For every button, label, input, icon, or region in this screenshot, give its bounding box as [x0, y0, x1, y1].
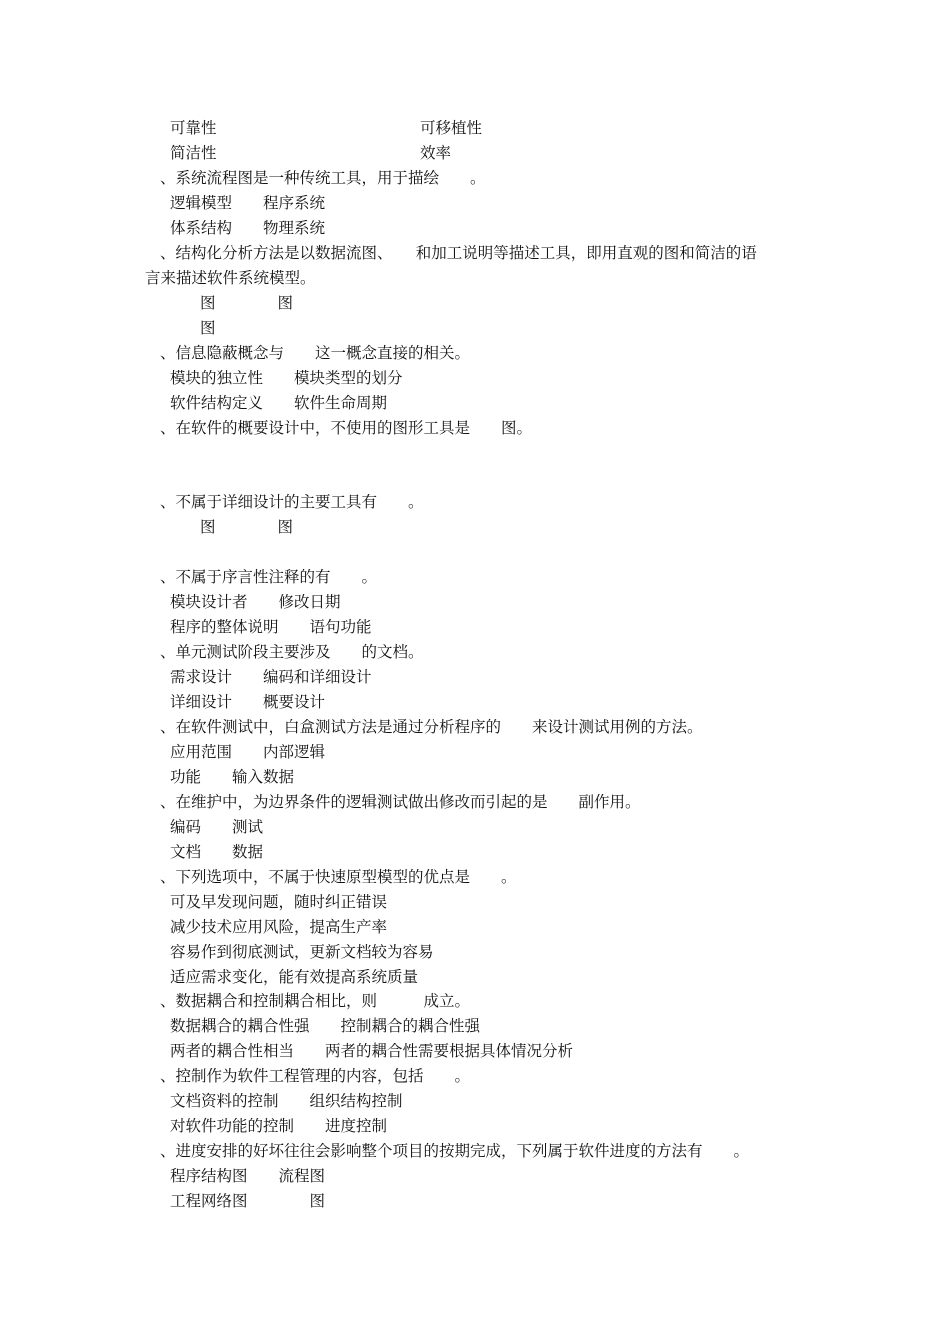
option-text: 容易作到彻底测试，更新文档较为容易 [170, 943, 434, 961]
option-text: 可及早发现问题，随时纠正错误 [170, 893, 388, 911]
option-text: 适应需求变化，能有效提高系统质量 [170, 968, 419, 986]
option-text: 工程网络图 图 [170, 1192, 326, 1210]
option-text: 体系结构 物理系统 [170, 219, 326, 237]
option-text: 功能 输入数据 [170, 768, 295, 786]
option-text: 两者的耦合性相当 两者的耦合性需要根据具体情况分析 [170, 1042, 574, 1060]
option-text: 数据耦合的耦合性强 控制耦合的耦合性强 [170, 1017, 481, 1035]
option-text: 模块的独立性 模块类型的划分 [170, 369, 403, 387]
option-text: 需求设计 编码和详细设计 [170, 668, 372, 686]
option-text: 对软件功能的控制 进度控制 [170, 1117, 388, 1135]
option-text: 软件结构定义 软件生命周期 [170, 394, 388, 412]
option-text: 图 图 [200, 518, 294, 536]
option-text: 应用范围 内部逻辑 [170, 743, 326, 761]
option-text: 程序的整体说明 语句功能 [170, 618, 372, 636]
option-text: 编码 测试 [170, 818, 264, 836]
question-text: 、控制作为软件工程管理的内容，包括 。 [160, 1067, 471, 1085]
option-text: 模块设计者 修改日期 [170, 593, 341, 611]
question-text: 、信息隐蔽概念与 这一概念直接的相关。 [160, 344, 471, 362]
question-text: 、结构化分析方法是以数据流图、 和加工说明等描述工具，即用直观的图和简洁的语 [160, 244, 757, 262]
option-text: 文档资料的控制 组织结构控制 [170, 1092, 403, 1110]
option-text: 详细设计 概要设计 [170, 693, 326, 711]
option-text: 简洁性 [170, 144, 217, 162]
option-text: 可靠性 [170, 119, 217, 137]
option-text: 程序结构图 流程图 [170, 1167, 326, 1185]
option-text: 文档 数据 [170, 843, 264, 861]
question-text: 、不属于序言性注释的有 。 [160, 568, 378, 586]
question-text: 、进度安排的好坏往往会影响整个项目的按期完成，下列属于软件进度的方法有 。 [160, 1142, 750, 1160]
question-text: 、系统流程图是一种传统工具，用于描绘 。 [160, 169, 486, 187]
question-text-continued: 言来描述软件系统模型。 [145, 269, 316, 287]
option-text: 效率 [420, 144, 452, 162]
option-text: 减少技术应用风险，提高生产率 [170, 918, 388, 936]
question-text: 、在维护中，为边界条件的逻辑测试做出修改而引起的是 副作用。 [160, 793, 641, 811]
question-text: 、在软件测试中，白盒测试方法是通过分析程序的 来设计测试用例的方法。 [160, 718, 703, 736]
question-text: 、下列选项中，不属于快速原型模型的优点是 。 [160, 868, 517, 886]
option-text: 图 图 [200, 294, 294, 312]
option-text: 逻辑模型 程序系统 [170, 194, 326, 212]
question-text: 、数据耦合和控制耦合相比，则 成立。 [160, 992, 471, 1010]
question-text: 、在软件的概要设计中，不使用的图形工具是 图。 [160, 419, 533, 437]
question-text: 、单元测试阶段主要涉及 的文档。 [160, 643, 424, 661]
option-text: 可移植性 [420, 119, 483, 137]
question-text: 、不属于详细设计的主要工具有 。 [160, 493, 424, 511]
option-text: 图 [200, 319, 216, 337]
